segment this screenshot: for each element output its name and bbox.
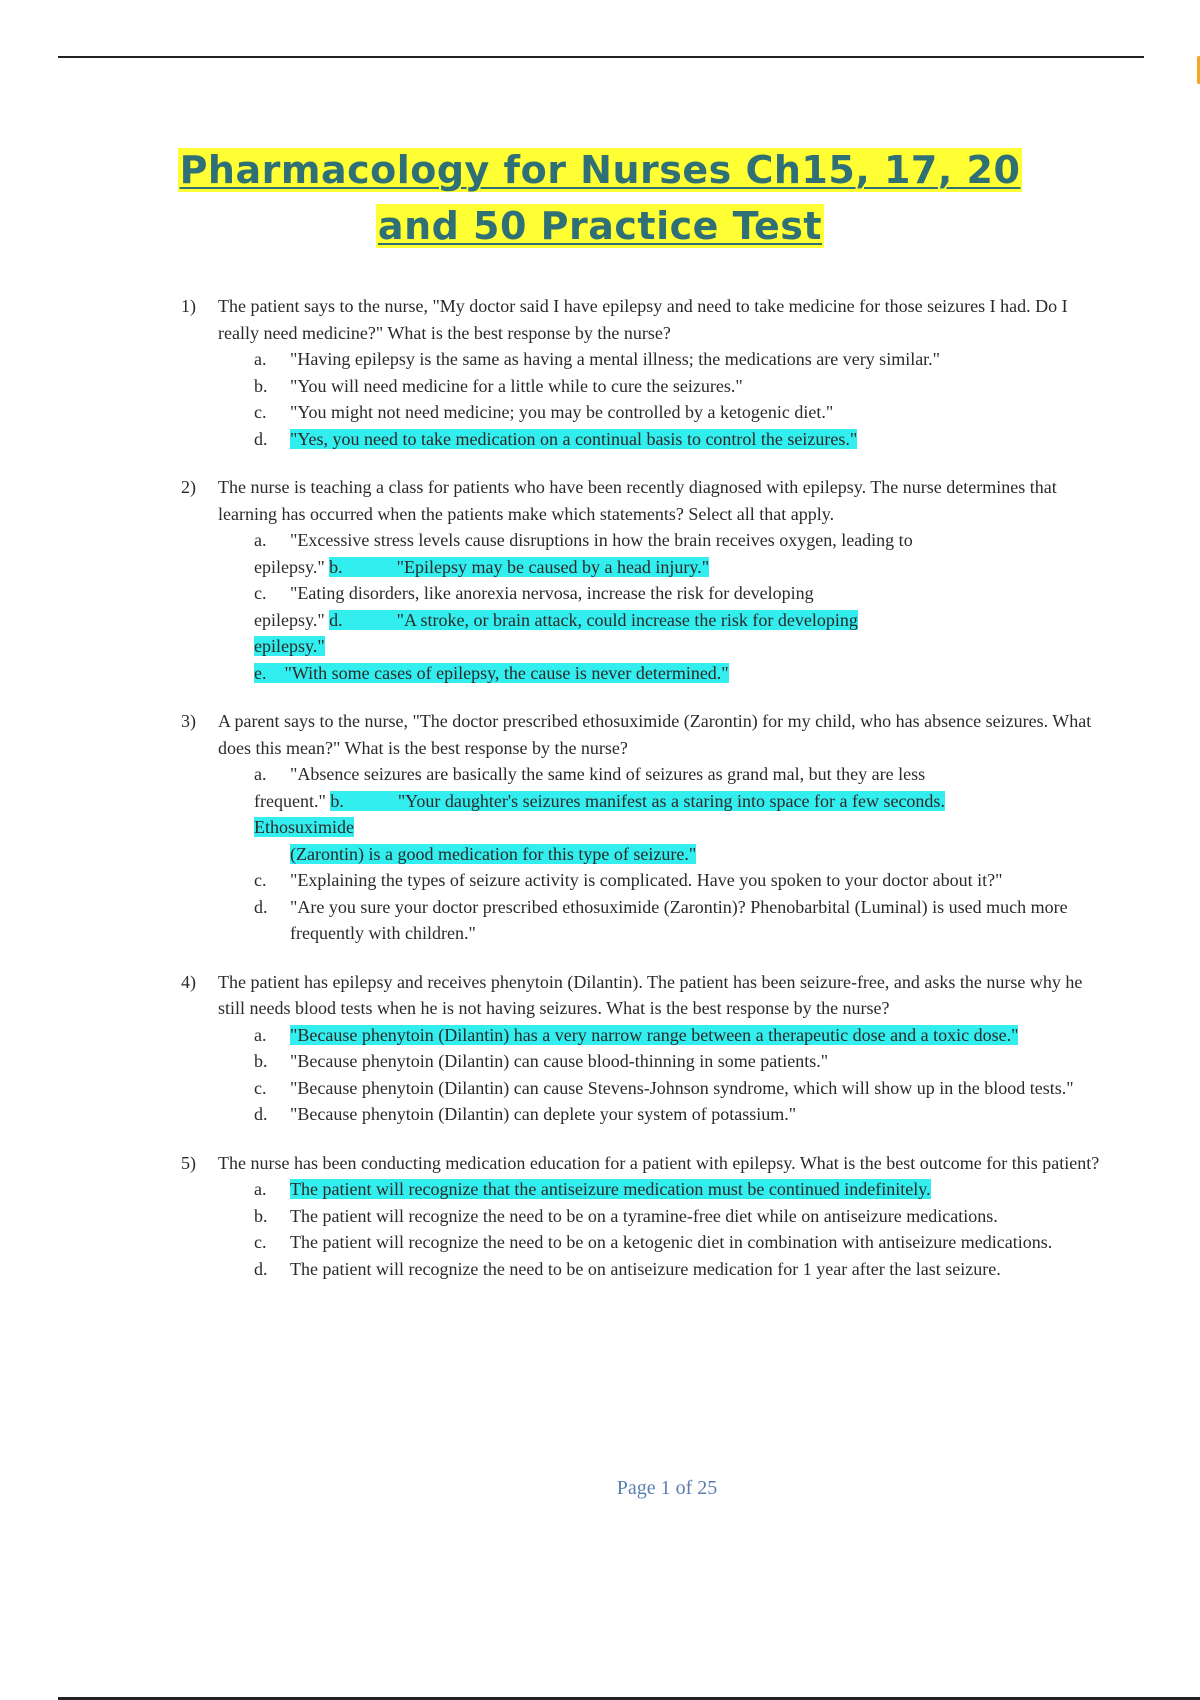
title-line-1: Pharmacology for Nurses Ch15, 17, 20 bbox=[179, 148, 1021, 192]
highlighted-answer: "A stroke, or brain attack, could increase the risk for developing bbox=[396, 609, 858, 630]
option-letter: c. bbox=[254, 583, 267, 603]
option-letter: d. bbox=[254, 1104, 268, 1124]
option-text: epilepsy." bbox=[254, 556, 325, 577]
highlighted-answer: "With some cases of epilepsy, the cause is never determined." bbox=[284, 662, 729, 683]
question-4 bbox=[181, 969, 1111, 1128]
option-text: "Because phenytoin (Dilantin) can cause Stevens-Johnson syndrome, which will show up in the blood tests." bbox=[290, 1077, 1074, 1098]
option-a-continuation bbox=[218, 788, 1111, 815]
option-c bbox=[218, 580, 1111, 607]
question-number: 2) bbox=[181, 477, 196, 497]
option-c bbox=[218, 1229, 1111, 1256]
question-stem: The nurse is teaching a class for patients who have been recently diagnosed with epilepsy. The nurse determines that learning has occurred when the patients make which statements? Select all that apply. bbox=[218, 477, 1057, 524]
option-text: "Because phenytoin (Dilantin) can cause blood-thinning in some patients." bbox=[290, 1051, 829, 1071]
option-letter: e. bbox=[254, 662, 267, 683]
question-3 bbox=[181, 708, 1111, 947]
option-c bbox=[218, 1075, 1111, 1102]
question-stem: The nurse has been conducting medication education for a patient with epilepsy. What is the best outcome for this patient? bbox=[218, 1152, 1100, 1173]
highlighted-answer: "Yes, you need to take medication on a continual basis to control the seizures." bbox=[290, 428, 858, 449]
option-d-continuation bbox=[218, 633, 1111, 660]
title-line-2: and 50 Practice Test bbox=[377, 204, 823, 248]
question-number: 1) bbox=[181, 296, 196, 316]
highlighted-answer: (Zarontin) is a good medication for this type of seizure." bbox=[290, 843, 697, 864]
highlighted-answer: "Epilepsy may be caused by a head injury." bbox=[396, 556, 710, 577]
option-text: The patient will recognize the need to be on a ketogenic diet in combination with antiseizure medications. bbox=[290, 1232, 1053, 1252]
option-e bbox=[218, 660, 1111, 687]
option-text: "You will need medicine for a little while to cure the seizures." bbox=[290, 375, 743, 396]
option-text: "Explaining the types of seizure activity is complicated. Have you spoken to your doctor about it?" bbox=[290, 870, 1003, 890]
option-letter: a. bbox=[254, 1179, 267, 1199]
option-b-continuation-2 bbox=[218, 841, 1111, 868]
highlighted-answer: epilepsy." bbox=[254, 636, 325, 656]
question-stem: A parent says to the nurse, "The doctor prescribed ethosuximide (Zarontin) for my child, who has absence seizures. What does this mean?" What is the best response by the nurse? bbox=[218, 711, 1092, 758]
question-number: 3) bbox=[181, 711, 196, 731]
option-a bbox=[218, 527, 1111, 554]
option-text: "Because phenytoin (Dilantin) can deplete your system of potassium." bbox=[290, 1104, 797, 1124]
option-text: "Having epilepsy is the same as having a mental illness; the medications are very similar." bbox=[290, 349, 941, 369]
option-c bbox=[218, 399, 1111, 426]
top-rule bbox=[58, 56, 1144, 58]
option-d bbox=[218, 1256, 1111, 1283]
option-a-continuation bbox=[218, 554, 1111, 581]
option-text: epilepsy." bbox=[254, 609, 325, 630]
option-letter: a. bbox=[254, 1024, 267, 1045]
option-letter: a. bbox=[254, 530, 267, 550]
option-letter: b. bbox=[254, 1051, 268, 1071]
option-text: The patient will recognize the need to be on a tyramine-free diet while on antiseizure medications. bbox=[290, 1205, 998, 1226]
highlighted-answer: Ethosuximide bbox=[254, 817, 354, 837]
option-d bbox=[218, 1101, 1111, 1128]
question-number: 5) bbox=[181, 1152, 196, 1173]
question-stem: The patient has epilepsy and receives phenytoin (Dilantin). The patient has been seizure-free, and asks the nurse why he still needs blood tests when he is not having seizures. What is the best response by the nurse? bbox=[218, 971, 1083, 1018]
question-stem: The patient says to the nurse, "My doctor said I have epilepsy and need to take medicine for those seizures I had. Do I really need medicine?" What is the best response by the nurse? bbox=[218, 296, 1068, 343]
option-letter: b. bbox=[254, 1205, 268, 1226]
option-b-continuation bbox=[218, 814, 1111, 841]
option-b bbox=[218, 373, 1111, 400]
option-a bbox=[218, 346, 1111, 373]
question-2 bbox=[181, 474, 1111, 686]
option-a bbox=[218, 761, 1111, 788]
option-letter: c. bbox=[254, 1077, 267, 1098]
option-letter: c. bbox=[254, 1232, 267, 1252]
option-a bbox=[218, 1176, 1111, 1203]
option-d bbox=[218, 894, 1111, 947]
option-text: "Are you sure your doctor prescribed ethosuximide (Zarontin)? Phenobarbital (Luminal) is used much more frequently with children." bbox=[290, 896, 1068, 943]
option-text: frequent." bbox=[254, 790, 326, 811]
question-list bbox=[181, 293, 1111, 1304]
option-letter: d. bbox=[329, 609, 343, 630]
question-1 bbox=[181, 293, 1111, 452]
highlighted-answer: "Because phenytoin (Dilantin) has a very narrow range between a therapeutic dose and a toxic dose." bbox=[290, 1024, 1019, 1045]
option-letter: d. bbox=[254, 1258, 268, 1279]
option-letter: c. bbox=[254, 402, 267, 422]
option-text: "Absence seizures are basically the same kind of seizures as grand mal, but they are less bbox=[290, 764, 926, 784]
option-letter: b. bbox=[329, 556, 343, 577]
question-5 bbox=[181, 1150, 1111, 1283]
option-c-continuation bbox=[218, 607, 1111, 634]
question-number: 4) bbox=[181, 971, 196, 992]
document-title bbox=[0, 142, 1200, 254]
option-text: "Excessive stress levels cause disruptions in how the brain receives oxygen, leading to bbox=[290, 530, 913, 550]
option-text: "You might not need medicine; you may be controlled by a ketogenic diet." bbox=[290, 402, 834, 422]
option-b bbox=[218, 1203, 1111, 1230]
option-letter: a. bbox=[254, 349, 267, 369]
option-letter: d. bbox=[254, 896, 268, 917]
option-letter: b. bbox=[254, 375, 268, 396]
highlighted-answer: The patient will recognize that the antiseizure medication must be continued indefinitely. bbox=[290, 1179, 931, 1199]
option-letter: c. bbox=[254, 870, 267, 890]
option-text: "Eating disorders, like anorexia nervosa, increase the risk for developing bbox=[290, 583, 814, 603]
option-c bbox=[218, 867, 1111, 894]
option-letter: a. bbox=[254, 764, 267, 784]
highlighted-answer: "Your daughter's seizures manifest as a staring into space for a few seconds. bbox=[397, 790, 945, 811]
page-number: Page 1 of 25 bbox=[616, 1477, 718, 1499]
option-letter: d. bbox=[254, 428, 268, 449]
option-a bbox=[218, 1022, 1111, 1049]
option-letter: b. bbox=[330, 790, 344, 811]
option-b bbox=[218, 1048, 1111, 1075]
option-d bbox=[218, 426, 1111, 453]
option-text: The patient will recognize the need to be on antiseizure medication for 1 year after the last seizure. bbox=[290, 1258, 1001, 1279]
